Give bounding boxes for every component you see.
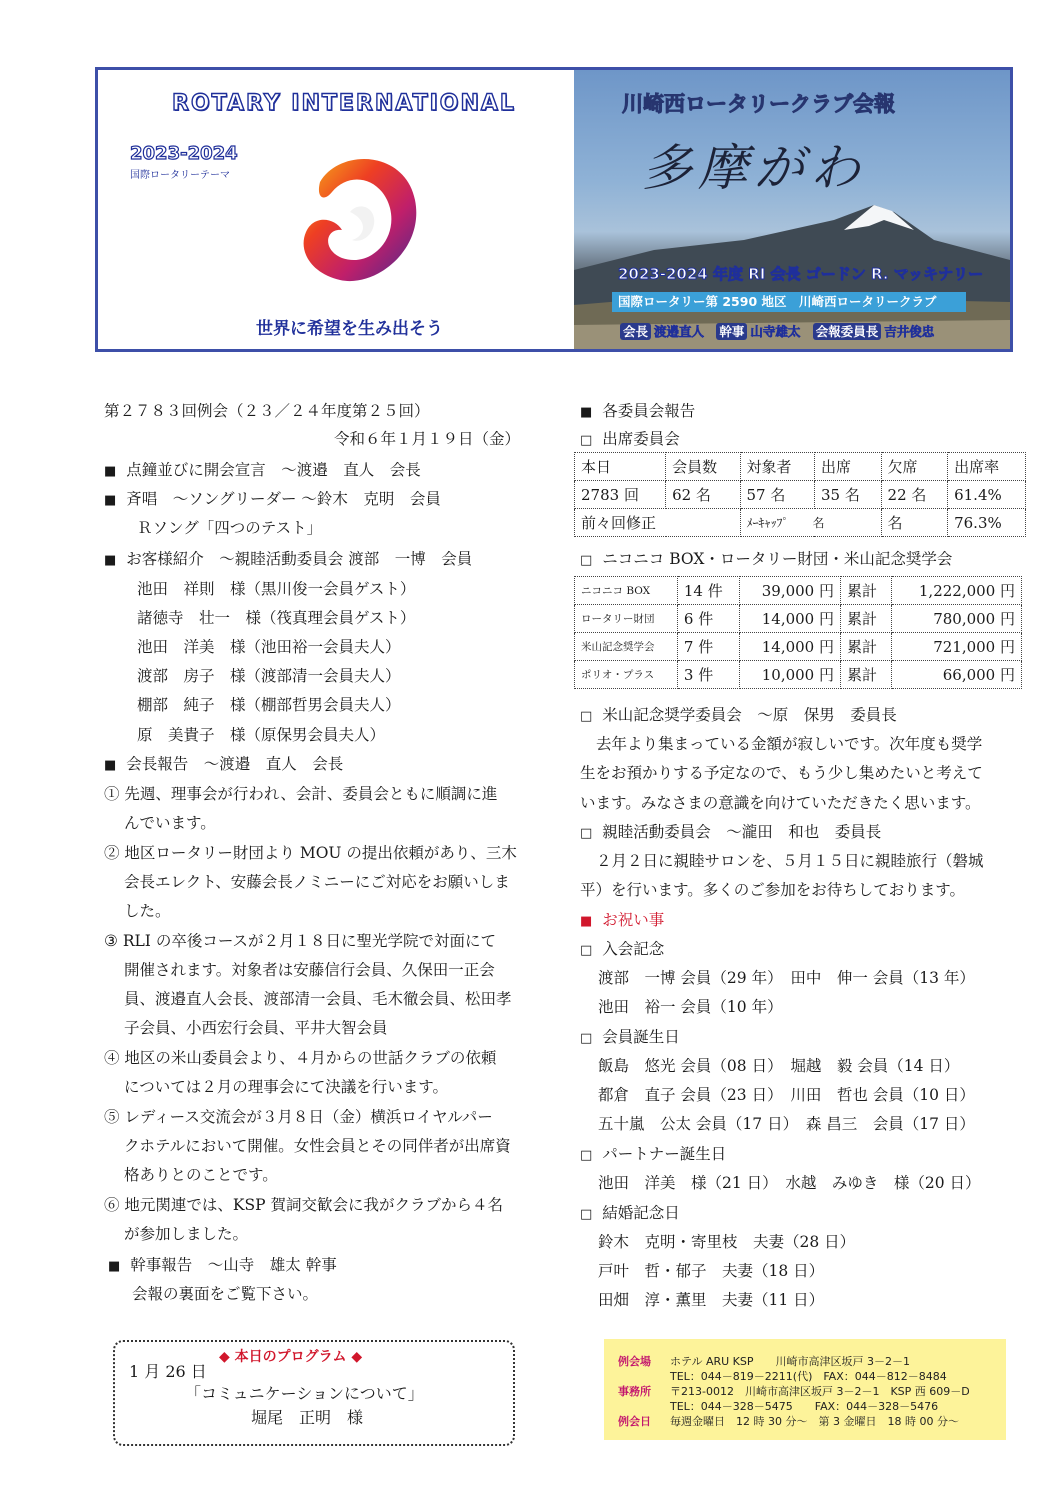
join-line: 池田 裕一 会員（10 年） bbox=[598, 998, 783, 1016]
table-cell: ポリオ・プラス bbox=[575, 661, 678, 689]
table-row bbox=[575, 509, 1026, 537]
checkbox-square-icon: □ bbox=[580, 1031, 593, 1046]
report-line: んでいます。 bbox=[124, 814, 216, 832]
birthday-line: 五十嵐 公太 会員（17 日） 森 昌三 会員（17 日） bbox=[598, 1115, 975, 1133]
table-cell: 累計 bbox=[841, 661, 892, 689]
office-text: 〒213-0012 川崎市高津区坂戸 3－2－1 KSP 西 609－D bbox=[670, 1385, 970, 1398]
partner-heading-text: パートナー誕生日 bbox=[602, 1145, 727, 1163]
yoneyama-heading-text: 米山記念奨学委員会 ～原 保男 委員長 bbox=[602, 706, 897, 724]
checkbox-square-icon: □ bbox=[580, 1148, 593, 1163]
yoneyama-line: 去年より集まっている金額が寂しいです。次年度も奨学 bbox=[596, 735, 983, 753]
table-row bbox=[575, 633, 1022, 661]
table-cell: 10,000 円 bbox=[739, 661, 840, 689]
checkbox-square-icon: □ bbox=[580, 826, 593, 841]
meeting-date: 令和６年１月１９日（金） bbox=[334, 430, 521, 448]
guest-line: 諸徳寺 壮一 様（筏真理会員ゲスト） bbox=[137, 609, 416, 627]
wedding-heading bbox=[580, 1204, 680, 1224]
opening-text: 点鐘並びに開会宣言 ～渡邉 直人 会長 bbox=[126, 461, 421, 479]
table-cell: 欠席 bbox=[881, 453, 948, 481]
guests-heading bbox=[104, 550, 472, 570]
square-bullet-icon: ■ bbox=[104, 493, 117, 508]
report-line: 員、渡邉直人会長、渡部清一会員、毛木徹会員、松田孝 bbox=[124, 990, 512, 1008]
table-cell: 57 名 bbox=[740, 481, 814, 509]
report-line: 子会員、小西宏行会員、平井大智会員 bbox=[124, 1019, 388, 1037]
celebration-heading bbox=[580, 911, 664, 931]
table-row bbox=[575, 577, 1022, 605]
officer-role: 会報委員長 bbox=[813, 323, 882, 340]
table-cell: 累計 bbox=[841, 577, 892, 605]
today-program-box bbox=[113, 1340, 515, 1446]
checkbox-square-icon: □ bbox=[580, 943, 593, 958]
table-cell: ﾒｰｷｬｯﾌﾟ 名 bbox=[740, 509, 881, 537]
square-bullet-icon: ■ bbox=[104, 553, 117, 568]
table-cell: 780,000 円 bbox=[892, 605, 1022, 633]
program-date: 1 月 26 日 bbox=[129, 1362, 207, 1381]
table-row bbox=[575, 605, 1022, 633]
diamond-icon: ◆ bbox=[219, 1349, 230, 1365]
table-cell: 出席率 bbox=[948, 453, 1026, 481]
birthday-line: 飯島 悠光 会員（08 日） 堀越 毅 会員（14 日） bbox=[598, 1057, 960, 1075]
song-title: Ｒソング「四つのテスト」 bbox=[137, 519, 323, 537]
table-cell: 7 件 bbox=[677, 633, 739, 661]
attendance-heading bbox=[580, 430, 680, 450]
officer-role: 幹事 bbox=[716, 323, 747, 340]
table-cell: 22 名 bbox=[881, 481, 948, 509]
secretary-text: 会報の裏面をご覧下さい。 bbox=[132, 1285, 319, 1303]
guest-line: 原 美貴子 様（原保男会員夫人） bbox=[137, 726, 386, 744]
ri-president: 2023-2024 年度 RI 会長 ゴードン R. マッキナリー bbox=[618, 265, 984, 283]
wedding-line: 田畑 淳・薫里 夫妻（11 日） bbox=[598, 1291, 825, 1309]
square-bullet-icon: ■ bbox=[104, 464, 117, 479]
table-cell: 14 件 bbox=[677, 577, 739, 605]
contact-box bbox=[604, 1339, 1006, 1440]
wedding-heading-text: 結婚記念日 bbox=[602, 1204, 680, 1222]
table-cell: 721,000 円 bbox=[892, 633, 1022, 661]
guest-line: 池田 洋美 様（池田裕一会員夫人） bbox=[137, 638, 401, 656]
president-report-text: 会長報告 ～渡邉 直人 会長 bbox=[126, 755, 344, 773]
song-item bbox=[104, 490, 441, 510]
checkbox-square-icon: □ bbox=[580, 553, 593, 568]
meeting-number: 第２７８３回例会（２３／２４年度第２５回） bbox=[104, 402, 430, 420]
table-cell: 会員数 bbox=[666, 453, 740, 481]
club-bulletin-title: 川崎西ロータリークラブ会報 bbox=[622, 92, 895, 116]
table-cell: 本日 bbox=[575, 453, 666, 481]
table-cell: 14,000 円 bbox=[739, 633, 840, 661]
fellowship-line: 平）を行います。多くのご参加をお待ちしております。 bbox=[580, 881, 966, 899]
report-line: ④ 地区の米山委員会より、４月からの世話クラブの依頼 bbox=[104, 1049, 497, 1067]
table-cell: 39,000 円 bbox=[739, 577, 840, 605]
venue-text: ホテル ARU KSP 川崎市高津区坂戸 3－2－1 bbox=[670, 1355, 910, 1368]
committees-heading-text: 各委員会報告 bbox=[602, 402, 696, 420]
checkbox-square-icon: □ bbox=[580, 709, 593, 724]
report-line: が参加しました。 bbox=[124, 1225, 249, 1243]
funds-heading-text: ニコニコ BOX・ロータリー財団・米山記念奨学会 bbox=[602, 550, 953, 568]
birthday-line: 都倉 直子 会員（23 日） 川田 哲也 会員（10 日） bbox=[598, 1086, 975, 1104]
theme-year: 2023-2024 bbox=[130, 143, 238, 164]
birthday-heading bbox=[580, 1028, 680, 1048]
club-signature: 多摩がわ bbox=[642, 139, 866, 197]
officer-role: 会長 bbox=[620, 323, 651, 340]
report-line: 開催されます。対象者は安藤信行会員、久保田一正会 bbox=[124, 961, 495, 979]
partner-heading bbox=[580, 1145, 726, 1165]
yoneyama-heading bbox=[580, 706, 897, 726]
fellowship-heading-text: 親睦活動委員会 ～瀧田 和也 委員長 bbox=[602, 823, 882, 841]
guests-heading-text: お客様紹介 ～親睦活動委員会 渡部 一博 会員 bbox=[126, 550, 473, 568]
program-title: 「コミュニケーションについて」 bbox=[185, 1384, 424, 1403]
venue-label: 例会場 bbox=[618, 1355, 651, 1368]
table-cell: 62 名 bbox=[666, 481, 740, 509]
office-tel: TEL：044－328－5475 FAX：044－328－5476 bbox=[670, 1400, 939, 1413]
program-heading-text: 本日のプログラム bbox=[234, 1349, 347, 1365]
join-line: 渡部 一博 会員（29 年） 田中 伸一 会員（13 年） bbox=[598, 969, 975, 987]
fellowship-line: ２月２日に親睦サロンを、５月１５日に親睦旅行（磐城 bbox=[596, 852, 984, 870]
report-line: ⑤ レディース交流会が３月８日（金）横浜ロイヤルパー bbox=[104, 1108, 493, 1126]
report-line: ① 先週、理事会が行われ、会計、委員会ともに順調に進 bbox=[104, 785, 498, 803]
office-label: 事務所 bbox=[618, 1385, 651, 1398]
venue-tel: TEL：044－819－2211(代) FAX：044－812－8484 bbox=[670, 1370, 947, 1383]
table-cell: 米山記念奨学会 bbox=[575, 633, 678, 661]
funds-table bbox=[574, 576, 1022, 689]
checkbox-square-icon: □ bbox=[580, 1207, 593, 1222]
meeting-day: 毎週金曜日 12 時 30 分～ 第 3 金曜日 18 時 00 分～ bbox=[670, 1415, 959, 1428]
square-bullet-icon: ■ bbox=[580, 914, 593, 929]
secretary-heading bbox=[108, 1256, 337, 1276]
committees-heading bbox=[580, 402, 695, 422]
table-cell: 2783 回 bbox=[575, 481, 666, 509]
funds-heading bbox=[580, 550, 952, 570]
celebration-heading-text: お祝い事 bbox=[602, 911, 665, 929]
table-cell: 35 名 bbox=[814, 481, 881, 509]
table-row bbox=[575, 481, 1026, 509]
president-report-heading bbox=[104, 755, 343, 775]
report-line: 会長エレクト、安藤会長ノミニーにご対応をお願いしま bbox=[124, 873, 510, 891]
table-cell: 76.3% bbox=[948, 509, 1026, 537]
report-line: クホテルにおいて開催。女性会員とその同伴者が出席資 bbox=[124, 1137, 511, 1155]
table-cell: ロータリー財団 bbox=[575, 605, 678, 633]
song-text: 斉唱 ～ソングリーダー ～鈴木 克明 会員 bbox=[126, 490, 441, 508]
table-cell: 出席 bbox=[814, 453, 881, 481]
table-row bbox=[575, 661, 1022, 689]
square-bullet-icon: ■ bbox=[580, 405, 593, 420]
report-line: については２月の理事会にて決議を行います。 bbox=[124, 1078, 448, 1096]
report-line: ③ RLI の卒後コースが２月１８日に聖光学院で対面にて bbox=[104, 932, 497, 950]
partner-line: 池田 洋美 様（21 日） 水越 みゆき 様（20 日） bbox=[598, 1174, 981, 1192]
checkbox-square-icon: □ bbox=[580, 433, 593, 448]
attendance-heading-text: 出席委員会 bbox=[602, 430, 680, 448]
table-cell: 3 件 bbox=[677, 661, 739, 689]
guest-line: 渡部 房子 様（渡部清一会員夫人） bbox=[137, 667, 401, 685]
officer-name: 渡邉直人 bbox=[654, 324, 705, 339]
fellowship-heading bbox=[580, 823, 881, 843]
table-cell: 61.4% bbox=[948, 481, 1026, 509]
guest-line: 池田 祥則 様（黒川俊一会員ゲスト） bbox=[137, 580, 416, 598]
table-cell: 14,000 円 bbox=[739, 605, 840, 633]
report-line: ⑥ 地元関連では、KSP 賀詞交歓会に我がクラブから４名 bbox=[104, 1196, 503, 1214]
wedding-line: 戸叶 哲・郁子 夫妻（18 日） bbox=[598, 1262, 825, 1280]
report-line: ② 地区ロータリー財団より MOU の提出依頼があり、三木 bbox=[104, 844, 517, 862]
ri-theme-logo bbox=[280, 140, 430, 300]
square-bullet-icon: ■ bbox=[108, 1259, 121, 1274]
yoneyama-line: います。みなさまの意識を向けていただきたく思います。 bbox=[580, 794, 981, 812]
table-cell: ニコニコ BOX bbox=[575, 577, 678, 605]
table-row bbox=[575, 453, 1026, 481]
guest-line: 棚部 純子 様（棚部哲男会員夫人） bbox=[137, 696, 401, 714]
diamond-icon: ◆ bbox=[351, 1349, 363, 1365]
officer-name: 吉井俊忠 bbox=[884, 324, 935, 339]
secretary-heading-text: 幹事報告 ～山寺 雄太 幹事 bbox=[130, 1256, 337, 1274]
table-cell: 前々回修正 bbox=[575, 509, 741, 537]
attendance-table bbox=[574, 452, 1026, 537]
table-cell: 6 件 bbox=[677, 605, 739, 633]
program-heading bbox=[219, 1348, 362, 1367]
yoneyama-line: 生をお預かりする予定なので、もう少し集めたいと考えて bbox=[580, 764, 983, 782]
table-cell: 累計 bbox=[841, 605, 892, 633]
ri-title: ROTARY INTERNATIONAL bbox=[172, 91, 516, 116]
theme-slogan: 世界に希望を生み出そう bbox=[256, 319, 443, 339]
table-cell: 対象者 bbox=[740, 453, 814, 481]
officer-name: 山寺雄太 bbox=[750, 324, 801, 339]
officers bbox=[620, 322, 942, 340]
table-cell: 名 bbox=[881, 509, 948, 537]
opening-item bbox=[104, 461, 421, 481]
table-cell: 累計 bbox=[841, 633, 892, 661]
table-cell: 66,000 円 bbox=[892, 661, 1022, 689]
district-bar: 国際ロータリー第 2590 地区 川崎西ロータリークラブ bbox=[612, 292, 966, 312]
join-heading bbox=[580, 940, 664, 960]
report-line: した。 bbox=[124, 902, 171, 920]
square-bullet-icon: ■ bbox=[104, 758, 117, 773]
day-label: 例会日 bbox=[618, 1415, 651, 1428]
report-line: 格ありとのことです。 bbox=[124, 1166, 278, 1184]
program-speaker: 堀尾 正明 様 bbox=[251, 1408, 364, 1427]
table-cell: 1,222,000 円 bbox=[892, 577, 1022, 605]
birthday-heading-text: 会員誕生日 bbox=[602, 1028, 680, 1046]
theme-label: 国際ロータリーテーマ bbox=[130, 170, 230, 181]
wedding-line: 鈴木 克明・寄里枝 夫妻（28 日） bbox=[598, 1233, 856, 1251]
join-heading-text: 入会記念 bbox=[602, 940, 665, 958]
